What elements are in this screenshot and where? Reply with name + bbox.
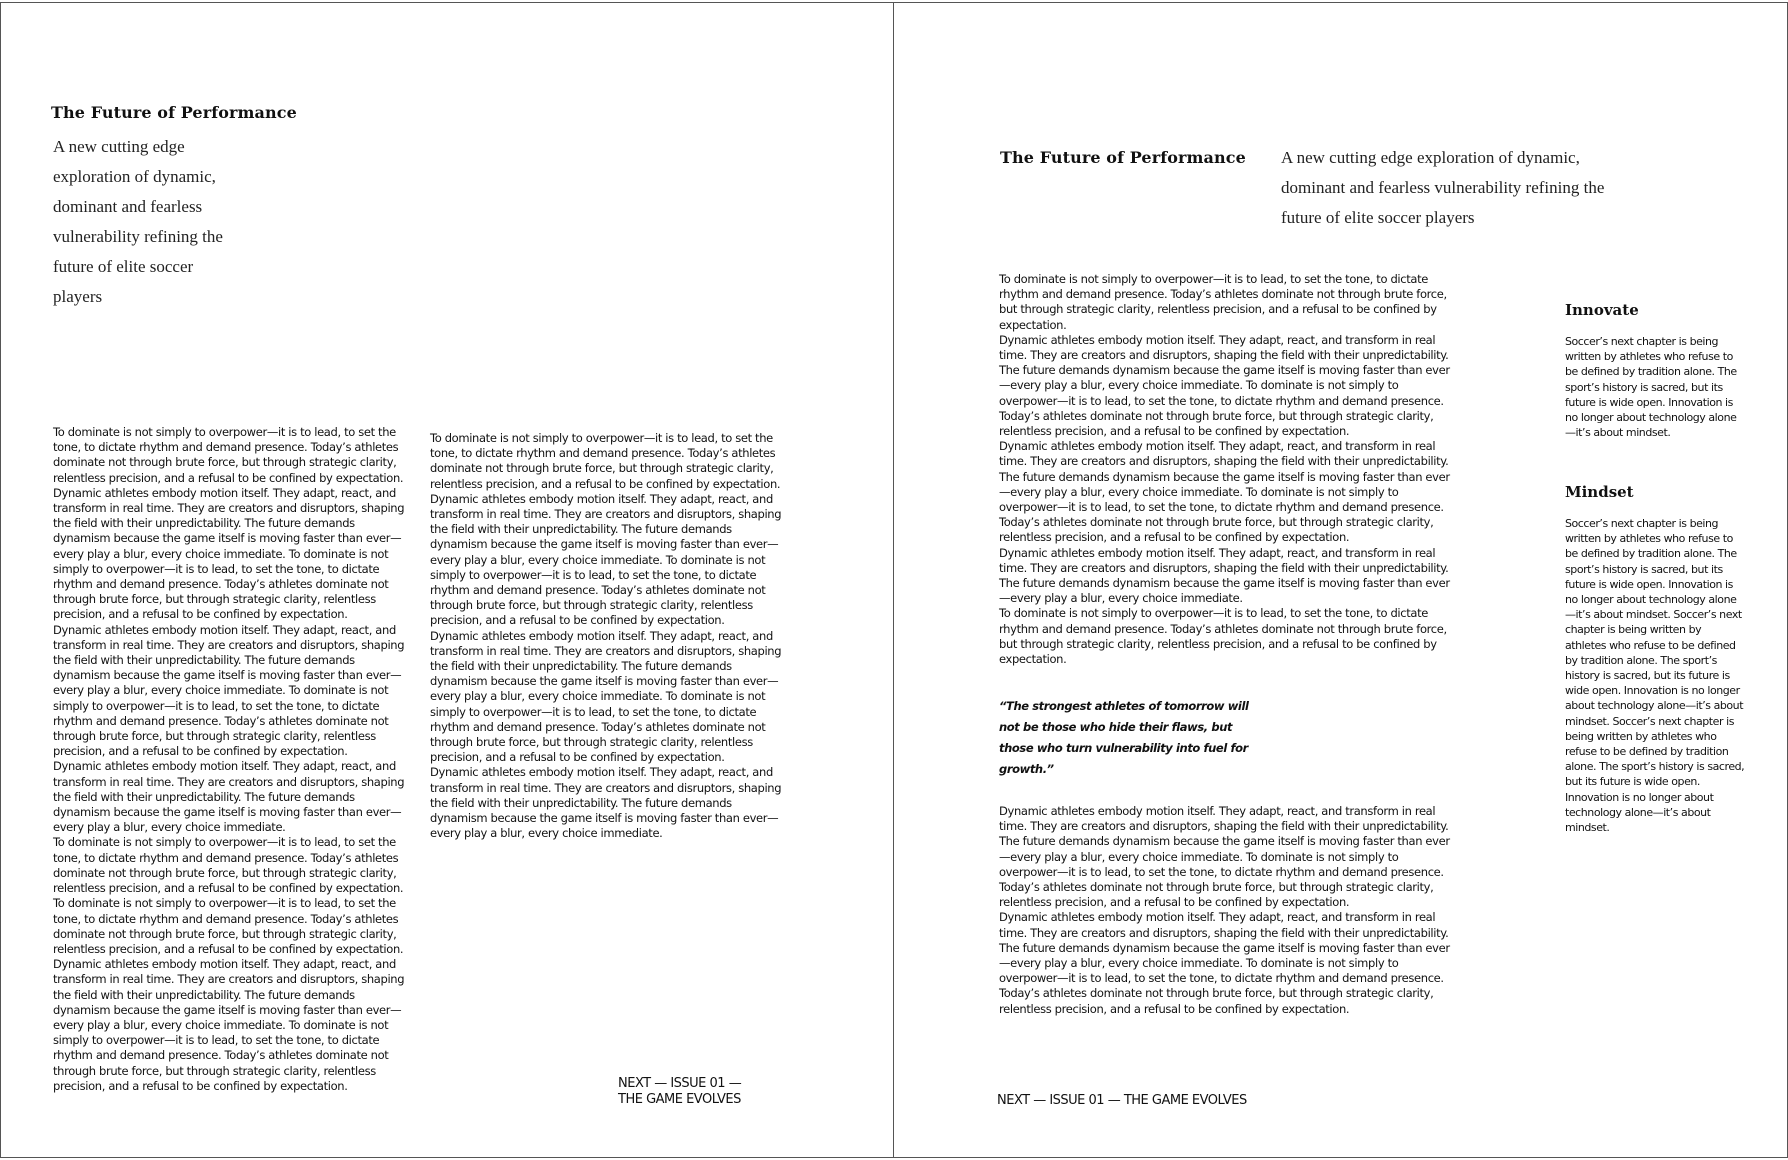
deck-text: A new cutting edge exploration of dynamic, dominant and fearless vulnerability refining the future of elite soccer players bbox=[53, 137, 223, 306]
main-body-text bbox=[999, 272, 1454, 667]
left-page bbox=[0, 2, 895, 1158]
paragraph: To dominate is not simply to overpower—it is to lead, to set the tone, to dictate rhythm and demand presence. Today’s athletes dominate not through brute force, but through strategic clarity, relentless precision, and a refusal to be confined by expectation. bbox=[430, 431, 781, 491]
paragraph: To dominate is not simply to overpower—it is to lead, to set the tone, to dictate rhythm and demand presence. Today’s athletes dominate not through brute force, but through strategic clarity, relentless precision, and a refusal to be confined by expectation. bbox=[999, 272, 1447, 332]
paragraph: To dominate is not simply to overpower—it is to lead, to set the tone, to dictate rhythm and demand presence. Today’s athletes dominate not through brute force, but through strategic clarity, relentless precision, and a refusal to be confined by expectation. bbox=[53, 835, 404, 896]
paragraph: Dynamic athletes embody motion itself. They adapt, react, and transform in real time. They are creators and disruptors, shaping the field with their unpredictability. The future demands dynamism because the game itself is moving faster than ever—every play a blur, every choice immediate. To dominate is not simply to overpower—it is to lead, to set the tone, to dictate rhythm and demand presence. Today’s athletes dominate not through brute force, but through strategic clarity, relentless precision, and a refusal to be confined by expectation. bbox=[53, 622, 405, 759]
page-title: The Future of Performance bbox=[51, 103, 297, 122]
paragraph: Dynamic athletes embody motion itself. They adapt, react, and transform in real time. They are creators and disruptors, shaping the field with their unpredictability. The future demands dynamism because the game itself is moving faster than ever—every play a blur, every choice immediate. To dominate is not simply to overpower—it is to lead, to set the tone, to dictate rhythm and demand presence. Today’s athletes dominate not through brute force, but through strategic clarity, relentless precision, and a refusal to be confined by expectation. bbox=[999, 804, 1450, 910]
body-column-1 bbox=[53, 425, 409, 1094]
body-column-2 bbox=[430, 431, 786, 841]
paragraph: Dynamic athletes embody motion itself. They adapt, react, and transform in real time. They are creators and disruptors, shaping the field with their unpredictability. The future demands dynamism because the game itself is moving faster than ever—every play a blur, every choice immediate. To dominate is not simply to overpower—it is to lead, to set the tone, to dictate rhythm and demand presence. Today’s athletes dominate not through brute force, but through strategic clarity, relentless precision, and a refusal to be confined by expectation. bbox=[430, 491, 782, 628]
paragraph: Dynamic athletes embody motion itself. They adapt, react, and transform in real time. They are creators and disruptors, shaping the field with their unpredictability. The future demands dynamism because the game itself is moving faster than ever—every play a blur, every choice immediate. bbox=[430, 765, 782, 841]
pull-quote: “The strongest athletes of tomorrow will not be those who hide their flaws, but those who turn vulnerability into fuel for growth.” bbox=[999, 699, 1249, 776]
paragraph: Dynamic athletes embody motion itself. They adapt, react, and transform in real time. They are creators and disruptors, shaping the field with their unpredictability. The future demands dynamism because the game itself is moving faster than ever—every play a blur, every choice immediate. bbox=[53, 759, 405, 835]
paragraph: To dominate is not simply to overpower—it is to lead, to set the tone, to dictate rhythm and demand presence. Today’s athletes dominate not through brute force, but through strategic clarity, relentless precision, and a refusal to be confined by expectation. bbox=[53, 896, 404, 956]
sidebar-text-innovate: Soccer’s next chapter is being written by athletes who refuse to be defined by tradition alone. The sport’s history is sacred, but its future is wide open. Innovation is no longer about technology alone—it’s about mindset. bbox=[1565, 335, 1737, 440]
paragraph: Dynamic athletes embody motion itself. They adapt, react, and transform in real time. They are creators and disruptors, shaping the field with their unpredictability. The future demands dynamism because the game itself is moving faster than ever—every play a blur, every choice immediate. To dominate is not simply to overpower—it is to lead, to set the tone, to dictate rhythm and demand presence. Today’s athletes dominate not through brute force, but through strategic clarity, relentless precision, and a refusal to be confined by expectation. bbox=[430, 628, 782, 765]
deck-text: A new cutting edge exploration of dynamic, dominant and fearless vulnerability refining the future of elite soccer players bbox=[1281, 148, 1605, 227]
paragraph: Dynamic athletes embody motion itself. They adapt, react, and transform in real time. They are creators and disruptors, shaping the field with their unpredictability. The future demands dynamism because the game itself is moving faster than ever—every play a blur, every choice immediate. bbox=[999, 545, 1450, 606]
paragraph: Dynamic athletes embody motion itself. They adapt, react, and transform in real time. They are creators and disruptors, shaping the field with their unpredictability. The future demands dynamism because the game itself is moving faster than ever—every play a blur, every choice immediate. To dominate is not simply to overpower—it is to lead, to set the tone, to dictate rhythm and demand presence. Today’s athletes dominate not through brute force, but through strategic clarity, relentless precision, and a refusal to be confined by expectation. bbox=[999, 439, 1450, 545]
sidebar-heading-innovate: Innovate bbox=[1565, 301, 1639, 319]
right-page bbox=[893, 2, 1788, 1158]
lower-body-text bbox=[999, 804, 1454, 1017]
paragraph: Dynamic athletes embody motion itself. They adapt, react, and transform in real time. They are creators and disruptors, shaping the field with their unpredictability. The future demands dynamism because the game itself is moving faster than ever—every play a blur, every choice immediate. To dominate is not simply to overpower—it is to lead, to set the tone, to dictate rhythm and demand presence. Today’s athletes dominate not through brute force, but through strategic clarity, relentless precision, and a refusal to be confined by expectation. bbox=[999, 910, 1450, 1016]
page-footer: NEXT — ISSUE 01 — THE GAME EVOLVES bbox=[618, 1076, 742, 1107]
sidebar-text-mindset: Soccer’s next chapter is being written by athletes who refuse to be defined by tradition alone. The sport’s history is sacred, but its future is wide open. Innovation is no longer about technology alone—it’s about mindset. Soccer’s next chapter is being written by athletes who refuse to be defined by tradition alone. The sport’s history is sacred, but its future is wide open. Innovation is no longer about technology alone—it’s about mindset. Soccer’s next chapter is being written by athletes who refuse to be defined by tradition alone. The sport’s history is sacred, but its future is wide open. Innovation is no longer about technology alone—it’s about mindset. bbox=[1565, 517, 1745, 835]
sidebar-heading-mindset: Mindset bbox=[1565, 483, 1634, 501]
page-title: The Future of Performance bbox=[1000, 148, 1246, 167]
paragraph: Dynamic athletes embody motion itself. They adapt, react, and transform in real time. They are creators and disruptors, shaping the field with their unpredictability. The future demands dynamism because the game itself is moving faster than ever—every play a blur, every choice immediate. To dominate is not simply to overpower—it is to lead, to set the tone, to dictate rhythm and demand presence. Today’s athletes dominate not through brute force, but through strategic clarity, relentless precision, and a refusal to be confined by expectation. bbox=[999, 332, 1450, 439]
paragraph: Dynamic athletes embody motion itself. They adapt, react, and transform in real time. They are creators and disruptors, shaping the field with their unpredictability. The future demands dynamism because the game itself is moving faster than ever—every play a blur, every choice immediate. To dominate is not simply to overpower—it is to lead, to set the tone, to dictate rhythm and demand presence. Today’s athletes dominate not through brute force, but through strategic clarity, relentless precision, and a refusal to be confined by expectation. bbox=[53, 957, 405, 1093]
paragraph: To dominate is not simply to overpower—it is to lead, to set the tone, to dictate rhythm and demand presence. Today’s athletes dominate not through brute force, but through strategic clarity, relentless precision, and a refusal to be confined by expectation. bbox=[999, 606, 1447, 667]
paragraph: To dominate is not simply to overpower—it is to lead, to set the tone, to dictate rhythm and demand presence. Today’s athletes dominate not through brute force, but through strategic clarity, relentless precision, and a refusal to be confined by expectation. bbox=[53, 425, 404, 485]
paragraph: Dynamic athletes embody motion itself. They adapt, react, and transform in real time. They are creators and disruptors, shaping the field with their unpredictability. The future demands dynamism because the game itself is moving faster than ever—every play a blur, every choice immediate. To dominate is not simply to overpower—it is to lead, to set the tone, to dictate rhythm and demand presence. Today’s athletes dominate not through brute force, but through strategic clarity, relentless precision, and a refusal to be confined by expectation. bbox=[53, 485, 405, 622]
page-footer: NEXT — ISSUE 01 — THE GAME EVOLVES bbox=[997, 1093, 1247, 1108]
